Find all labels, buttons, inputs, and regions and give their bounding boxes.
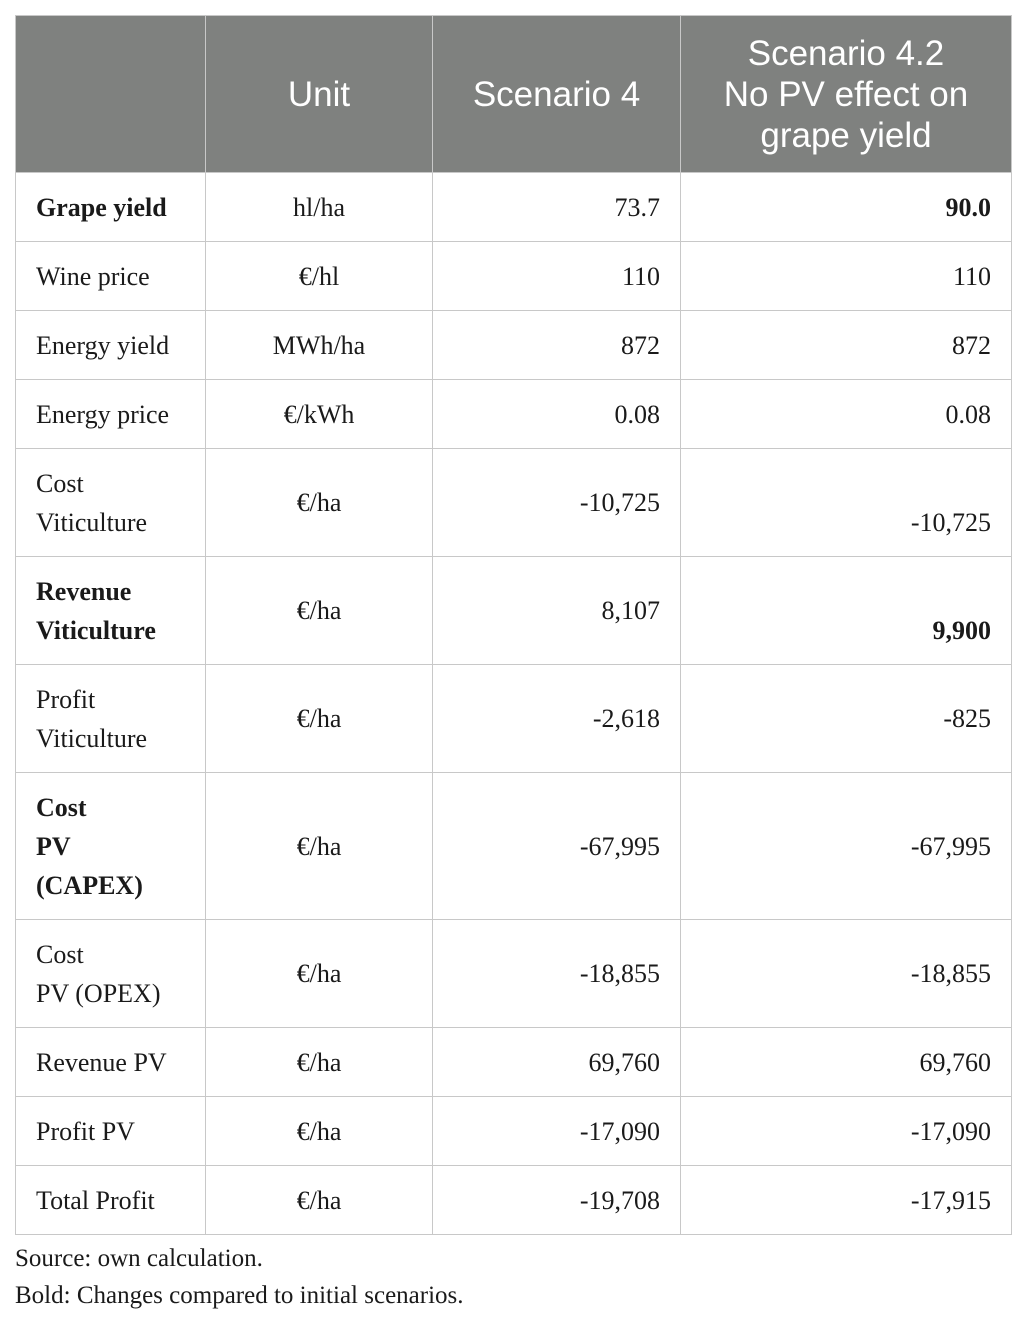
row-scenario-4-value: 69,760 [433,1028,681,1097]
row-scenario-4-2-value: 9,900 [681,557,1012,665]
row-scenario-4-value: -17,090 [433,1097,681,1166]
row-scenario-4-value: 872 [433,311,681,380]
row-scenario-4-value: -18,855 [433,920,681,1028]
row-scenario-4-value: -19,708 [433,1166,681,1235]
row-unit: hl/ha [206,173,433,242]
row-scenario-4-value: 110 [433,242,681,311]
row-unit: €/ha [206,557,433,665]
row-label: Total Profit [16,1166,206,1235]
table-row-revenue-viticulture [16,557,1012,665]
table-row-energy-price [16,380,1012,449]
row-scenario-4-2-value: 0.08 [681,380,1012,449]
row-scenario-4-value: 0.08 [433,380,681,449]
row-unit: €/ha [206,1166,433,1235]
row-scenario-4-2-value: 90.0 [681,173,1012,242]
table-row-total-profit [16,1166,1012,1235]
row-scenario-4-value: 73.7 [433,173,681,242]
row-unit: MWh/ha [206,311,433,380]
row-scenario-4-2-value: -17,915 [681,1166,1012,1235]
row-scenario-4-2-value: 69,760 [681,1028,1012,1097]
row-label: Profit Viticulture [16,665,206,773]
row-unit: €/ha [206,920,433,1028]
table-row-energy-yield [16,311,1012,380]
row-unit: €/ha [206,665,433,773]
table-row-grape-yield [16,173,1012,242]
table-header-row [16,16,1012,173]
row-scenario-4-value: -67,995 [433,773,681,920]
table-row-profit-viticulture [16,665,1012,773]
table-row-cost-viticulture [16,449,1012,557]
row-label: Revenue Viticulture [16,557,206,665]
row-label: Cost PV (OPEX) [16,920,206,1028]
table-row-revenue-pv [16,1028,1012,1097]
table-row-cost-pv-opex [16,920,1012,1028]
row-unit: €/ha [206,1097,433,1166]
source-note: Source: own calculation. [15,1245,263,1272]
row-unit: €/ha [206,1028,433,1097]
row-scenario-4-value: 8,107 [433,557,681,665]
row-scenario-4-2-value: -17,090 [681,1097,1012,1166]
row-scenario-4-2-value: -825 [681,665,1012,773]
row-unit: €/kWh [206,380,433,449]
table-row-wine-price [16,242,1012,311]
row-scenario-4-2-value: -67,995 [681,773,1012,920]
row-label: Wine price [16,242,206,311]
row-unit: €/ha [206,449,433,557]
header-unit: Unit [206,16,433,173]
row-label: Profit PV [16,1097,206,1166]
bold-note: Bold: Changes compared to initial scenarios. [15,1282,464,1309]
row-label: Energy yield [16,311,206,380]
row-label: Cost Viticulture [16,449,206,557]
table-row-cost-pv-capex [16,773,1012,920]
row-label: Grape yield [16,173,206,242]
results-table [15,15,1012,1235]
table-row-profit-pv [16,1097,1012,1166]
header-scenario-4: Scenario 4 [433,16,681,173]
row-unit: €/hl [206,242,433,311]
row-label: Energy price [16,380,206,449]
results-table-container [15,15,1011,1235]
row-label: Cost PV (CAPEX) [16,773,206,920]
row-scenario-4-value: -10,725 [433,449,681,557]
header-scenario-4-2: Scenario 4.2 No PV effect on grape yield [681,16,1012,173]
row-scenario-4-value: -2,618 [433,665,681,773]
row-scenario-4-2-value: -18,855 [681,920,1012,1028]
table-footnotes [15,1240,464,1314]
row-scenario-4-2-value: 872 [681,311,1012,380]
header-label [16,16,206,173]
row-label: Revenue PV [16,1028,206,1097]
row-scenario-4-2-value: -10,725 [681,449,1012,557]
row-scenario-4-2-value: 110 [681,242,1012,311]
row-unit: €/ha [206,773,433,920]
